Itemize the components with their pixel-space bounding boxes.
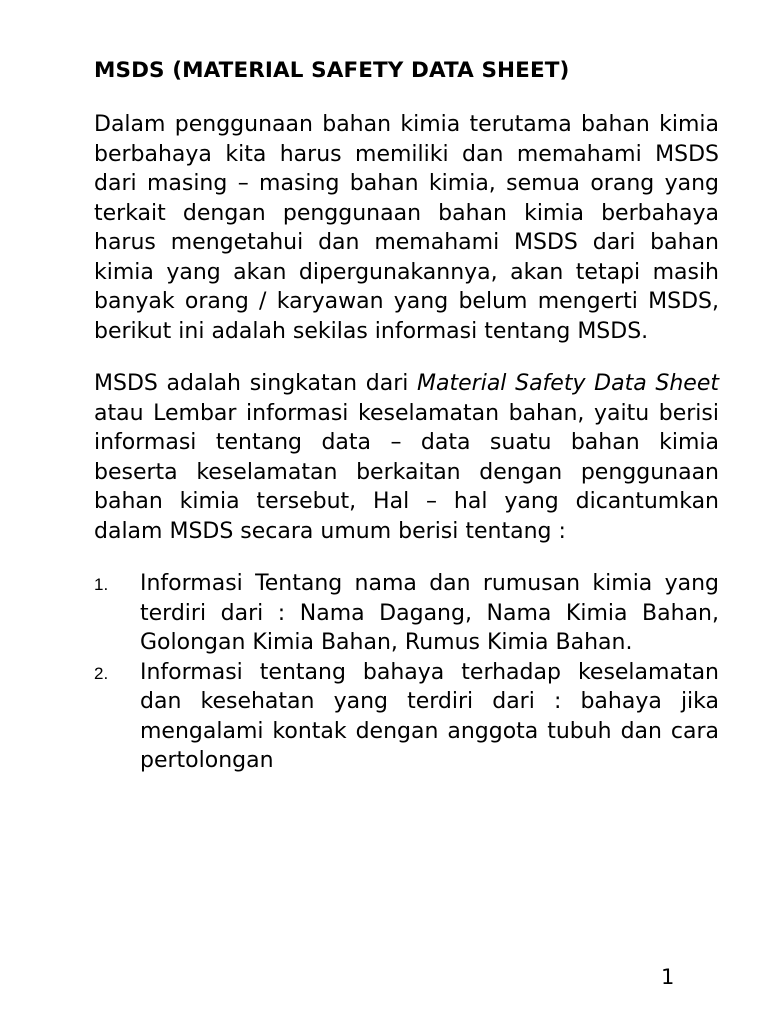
list-item-text: Informasi Tentang nama dan rumusan kimia yang terdiri dari : Nama Dagang, Nama Kimia Bahan, Golongan Kimia Bahan, Rumus Kimia Bahan. <box>140 571 719 655</box>
paragraph-definition <box>94 369 719 546</box>
list-item-number: 1. <box>94 575 109 594</box>
list-item <box>94 569 719 658</box>
definition-term: Material Safety Data Sheet <box>417 371 719 396</box>
list-item <box>94 658 719 776</box>
page-number: 1 <box>661 965 675 989</box>
document-page <box>94 56 719 776</box>
msds-contents-list <box>94 569 719 776</box>
definition-intro-text: MSDS adalah singkatan dari <box>94 371 418 396</box>
list-item-text: Informasi tentang bahaya terhadap keselamatan dan kesehatan yang terdiri dari : bahaya jika mengalami kontak dengan anggota tubuh dan cara pertolongan <box>140 659 719 773</box>
definition-body-text: atau Lembar informasi keselamatan bahan, yaitu berisi informasi tentang data – data suatu bahan kimia beserta keselamatan berkaitan dengan penggunaan bahan kimia tersebut, Hal – hal yang dicantumkan dalam MSDS secara umum berisi tentang : <box>94 400 719 544</box>
list-item-number: 2. <box>94 663 109 683</box>
paragraph-intro: Dalam penggunaan bahan kimia terutama bahan kimia berbahaya kita harus memiliki dan memahami MSDS dari masing – masing bahan kimia, semua orang yang terkait dengan penggunaan bahan kimia berbahaya harus mengetahui dan memahami MSDS dari bahan kimia yang akan dipergunakannya, akan tetapi masih banyak orang / karyawan yang belum mengerti MSDS, berikut ini adalah sekilas informasi tentang MSDS. <box>94 112 719 344</box>
document-title: MSDS (MATERIAL SAFETY DATA SHEET) <box>94 58 570 83</box>
